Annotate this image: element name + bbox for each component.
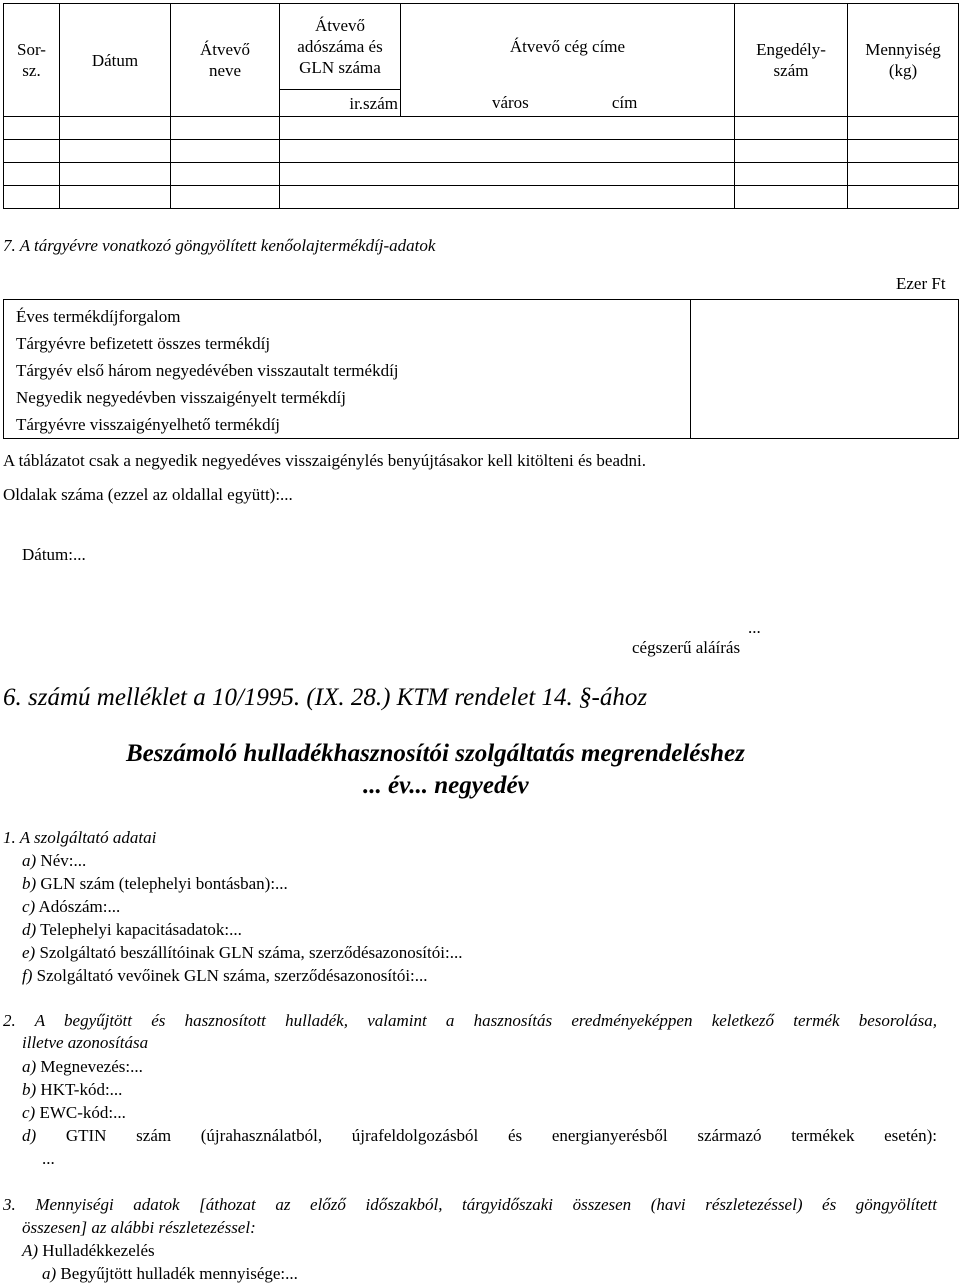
part2-title-cont: illetve azonosítása [22,1033,149,1052]
item-letter: f) [22,966,33,985]
table-cell[interactable] [60,140,171,163]
table-row [4,117,959,140]
provider-capacity-field[interactable] [22,920,242,940]
table-cell[interactable] [848,186,959,209]
oil-fee-row-label: Tárgyévre befizetett összes termékdíj [16,334,271,353]
table-cell[interactable] [60,117,171,140]
provider-gln-field[interactable] [22,874,288,894]
signature-label: cégszerű aláírás [632,638,741,657]
col-header-sorsz: Sor- sz. [4,4,60,117]
col-header-varos: város [491,93,529,113]
unit-label: Ezer Ft [896,274,946,293]
item-text: Megnevezés:... [36,1057,143,1076]
part2-title: 2. A begyűjtött és hasznosított hulladék, valamint a hasznosítás eredményeképpen keletkező termék besorolása, [3,1011,937,1030]
item-text: Hulladékkezelés [38,1241,155,1260]
oil-fee-values-cell[interactable] [691,300,959,439]
item-text: EWC-kód:... [35,1103,126,1122]
pages-count-field[interactable]: Oldalak száma (ezzel az oldallal együtt):... [3,485,293,504]
oil-fee-table [3,299,959,439]
part3-title-cont: összesen] az alábbi részletezéssel: [22,1218,256,1237]
item-letter: d) [22,1126,37,1145]
gtin-field-cont[interactable]: ... [42,1149,55,1168]
table-cell[interactable] [171,117,280,140]
ewc-code-field[interactable] [22,1103,126,1123]
table-cell[interactable] [4,186,60,209]
provider-customers-field[interactable] [22,966,428,986]
item-letter: b) [22,1080,37,1099]
table-cell[interactable] [848,140,959,163]
table-cell[interactable] [280,163,735,186]
provider-name-field[interactable] [22,851,86,871]
waste-treatment-heading [22,1241,155,1261]
waste-name-field[interactable] [22,1057,143,1077]
table-cell[interactable] [280,117,735,140]
table-cell[interactable] [60,186,171,209]
item-letter: e) [22,943,36,962]
part3-title: 3. Mennyiségi adatok [áthozat az előző időszakból, tárgyidőszaki összesen (havi részletezéssel) és göngyölített [3,1195,937,1214]
item-letter: c) [22,897,36,916]
table-cell[interactable] [735,163,848,186]
table-cell[interactable] [735,186,848,209]
item-text: Adószám:... [35,897,121,916]
table-cell[interactable] [280,186,735,209]
item-text: GLN szám (telephelyi bontásban):... [36,874,288,893]
item-letter: b) [22,874,37,893]
item-text: Begyűjtött hulladék mennyisége:... [56,1264,298,1283]
table-row [4,140,959,163]
col-header-cim: cím [611,93,638,113]
table-cell[interactable] [4,163,60,186]
table-row [4,163,959,186]
item-letter: a) [42,1264,57,1283]
item-letter: a) [22,851,37,870]
table-note: A táblázatot csak a negyedik negyedéves visszaigénylés benyújtásakor kell kitölteni és beadni. [3,451,646,470]
signature-line[interactable]: ... [748,618,761,637]
date-field[interactable]: Dátum:... [22,545,86,564]
col-header-datum: Dátum [60,4,171,117]
report-title: Beszámoló hulladékhasznosítói szolgáltatás megrendeléshez [126,740,745,767]
part1-title: 1. A szolgáltató adatai [3,828,157,847]
col-header-ceg-cime: Átvevő cég címe [401,4,735,90]
report-period: ... év... negyedév [363,772,529,799]
item-text: Szolgáltató beszállítóinak GLN száma, szerződésazonosítói:... [35,943,463,962]
table-row [4,186,959,209]
table-cell[interactable] [171,140,280,163]
table-cell[interactable] [735,117,848,140]
section7-title: 7. A tárgyévre vonatkozó göngyölített kenőolajtermékdíj-adatok [3,236,436,255]
table-cell[interactable] [735,140,848,163]
oil-fee-row-label: Negyedik negyedévben visszaigényelt termékdíj [16,388,346,407]
item-text: GTIN szám (újrahasználatból, újrafeldolgozásból és energianyerésből származó termékek esetén): [36,1126,937,1145]
col-header-atvevo-neve: Átvevő neve [171,4,280,117]
table-cell[interactable] [4,117,60,140]
item-letter: a) [22,1057,37,1076]
collected-quantity-field[interactable] [42,1264,298,1284]
gtin-field[interactable] [22,1126,937,1146]
col-header-engedelyszam: Engedély- szám [735,4,848,117]
oil-fee-row-label: Tárgyév első három negyedévében visszautalt termékdíj [16,361,399,380]
item-letter: c) [22,1103,36,1122]
col-header-atvevo-adoszama: Átvevő adószáma és GLN száma [280,4,401,90]
col-header-varos-cim [401,90,735,117]
table-cell[interactable] [280,140,735,163]
item-letter: d) [22,920,37,939]
table-cell[interactable] [848,163,959,186]
item-text: Név:... [36,851,87,870]
item-text: Telephelyi kapacitásadatok:... [36,920,242,939]
col-header-mennyiseg: Mennyiség (kg) [848,4,959,117]
col-header-irszam: ir.szám [280,90,401,117]
table-cell[interactable] [171,163,280,186]
item-text: Szolgáltató vevőinek GLN száma, szerződésazonosítói:... [32,966,428,985]
receivers-table [3,3,959,209]
provider-tax-field[interactable] [22,897,120,917]
oil-fee-row-label: Tárgyévre visszaigényelhető termékdíj [16,415,281,434]
oil-fee-row-label: Éves termékdíjforgalom [16,307,181,326]
item-text: HKT-kód:... [36,1080,123,1099]
table-cell[interactable] [4,140,60,163]
table-cell[interactable] [60,163,171,186]
hkt-code-field[interactable] [22,1080,122,1100]
table-cell[interactable] [171,186,280,209]
annex-heading: 6. számú melléklet a 10/1995. (IX. 28.) KTM rendelet 14. §-ához [3,684,648,711]
provider-suppliers-field[interactable] [22,943,462,963]
oil-fee-labels [4,300,691,439]
table-cell[interactable] [848,117,959,140]
item-letter: A) [22,1241,39,1260]
